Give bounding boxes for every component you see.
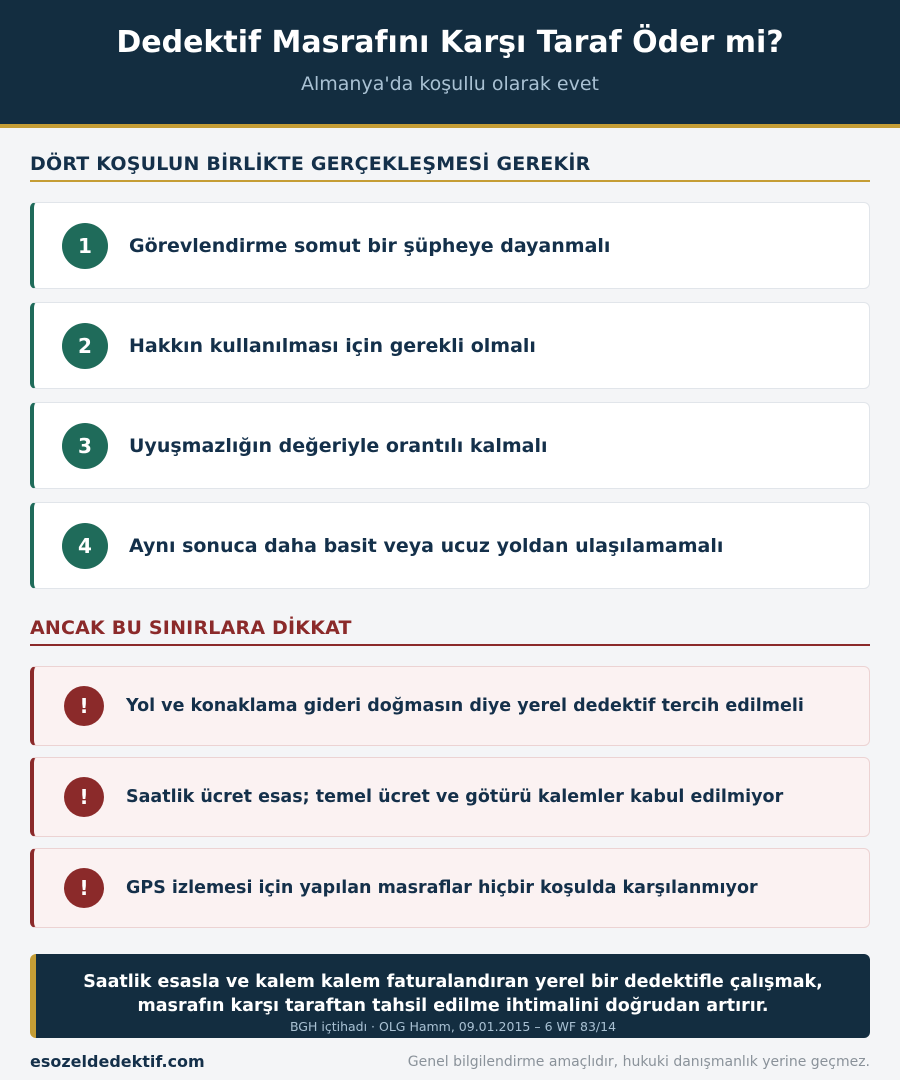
condition-text: Görevlendirme somut bir şüpheye dayanmalı <box>129 235 611 257</box>
warning-card-2 <box>30 757 870 837</box>
footer-brand-link[interactable]: esozeldedektif.com <box>30 1052 205 1071</box>
page-subtitle: Almanya'da koşullu olarak evet <box>301 73 599 95</box>
conditions-divider <box>30 180 870 182</box>
condition-card-2 <box>30 302 870 389</box>
exclamation-icon: ! <box>64 777 104 817</box>
conditions-heading: DÖRT KOŞULUN BİRLİKTE GERÇEKLEŞMESİ GEREKİR <box>30 153 591 175</box>
warnings-heading: ANCAK BU SINIRLARA DİKKAT <box>30 617 352 639</box>
condition-text: Uyuşmazlığın değeriyle orantılı kalmalı <box>129 435 548 457</box>
condition-number-badge: 4 <box>62 523 108 569</box>
warnings-divider <box>30 644 870 646</box>
condition-card-1 <box>30 202 870 289</box>
page-title: Dedektif Masrafını Karşı Taraf Öder mi? <box>116 25 784 60</box>
warning-card-3 <box>30 848 870 928</box>
condition-text: Hakkın kullanılması için gerekli olmalı <box>129 335 536 357</box>
footer-disclaimer: Genel bilgilendirme amaçlıdır, hukuki danışmanlık yerine geçmez. <box>407 1054 870 1070</box>
page-header <box>0 0 900 128</box>
condition-number-badge: 1 <box>62 223 108 269</box>
summary-callout <box>30 954 870 1038</box>
condition-number-badge: 2 <box>62 323 108 369</box>
callout-source: BGH içtihadı · OLG Hamm, 09.01.2015 – 6 WF 83/14 <box>289 1019 617 1034</box>
condition-text: Aynı sonuca daha basit veya ucuz yoldan ulaşılamamalı <box>129 535 724 557</box>
warning-card-1 <box>30 666 870 746</box>
warning-text: Saatlik ücret esas; temel ücret ve götürü kalemler kabul edilmiyor <box>126 787 784 807</box>
condition-card-4 <box>30 502 870 589</box>
warning-text: Yol ve konaklama gideri doğmasın diye yerel dedektif tercih edilmeli <box>126 696 804 716</box>
condition-card-3 <box>30 402 870 489</box>
callout-line-1: Saatlik esasla ve kalem kalem faturalandıran yerel bir dedektifle çalışmak, <box>83 972 823 992</box>
condition-number-badge: 3 <box>62 423 108 469</box>
warning-text: GPS izlemesi için yapılan masraflar hiçbir koşulda karşılanmıyor <box>126 878 758 898</box>
exclamation-icon: ! <box>64 686 104 726</box>
callout-line-2: masrafın karşı taraftan tahsil edilme ihtimalini doğrudan artırır. <box>137 996 769 1016</box>
exclamation-icon: ! <box>64 868 104 908</box>
